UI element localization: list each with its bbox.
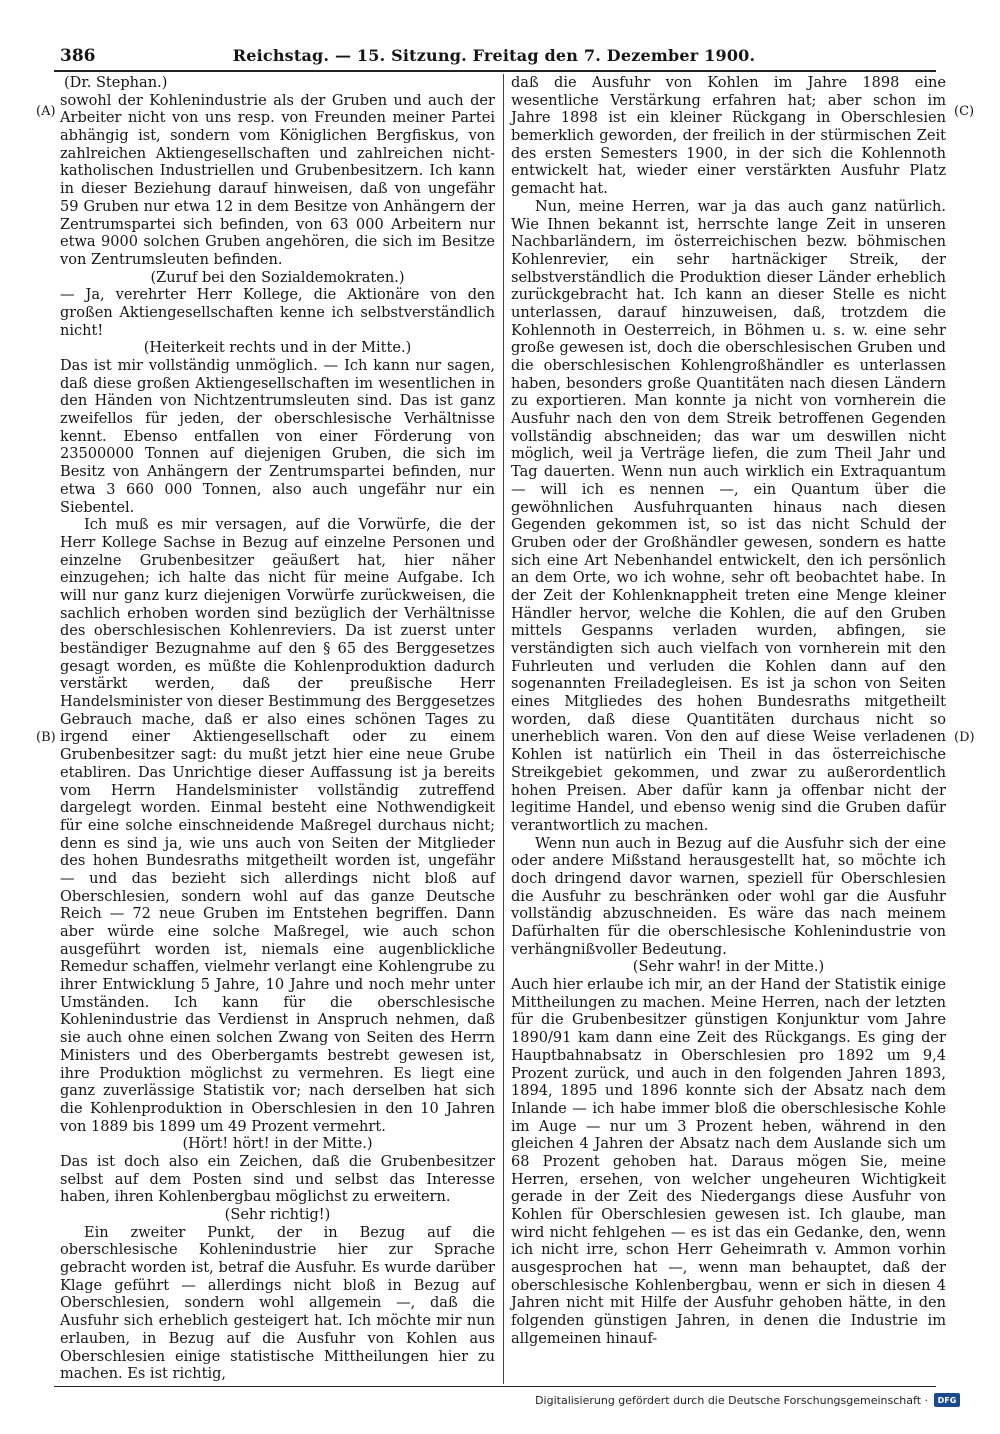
paragraph: Auch hier erlaube ich mir, an der Hand der Statistik einige Mittheilungen zu machen. Meine Herren, nach der letzten für die Grubenbesitzer günstigen Konjunktur vom Jahre 1890/91 kam dann eine Zeit des Rückgangs. Es ging der Hauptbahnabsatz in Oberschlesien pro 1892 um 9,4 Prozent zurück, und auch in den folgenden Jahren 1893, 1894, 1895 und 1896 konnte sich der Absatz nach dem Inlande — ich habe immer bloß die oberschlesische Kohle im Auge — nur um 3 Prozent heben, während in den gleichen 4 Jahren der Absatz nach dem Auslande sich um 68 Prozent gehoben hat. Daraus mögen Sie, meine Herren, ersehen, von welcher ungeheuren Wichtigkeit gerade in der Zeit des Niedergangs diese Ausfuhr von Kohlen für Oberschlesien gewesen ist. Ich glaube, man wird nicht fehlgehen — es ist das ein Gedanke, den, wenn ich nicht irre, schon Herr Geheimrath v. Ammon vorhin ausgesprochen hat —, wenn man behauptet, daß der oberschlesische Kohlenbergbau, wenn er sich in diesen 4 Jahren nicht mit Hilfe der Ausfuhr gehoben hätte, in den folgenden günstigen Jahren, in denen die Industrie im allgemeinen hinauf-: [511, 976, 946, 1347]
header-rule: [54, 70, 936, 72]
right-column: [511, 74, 946, 1348]
page-header: [54, 44, 934, 70]
margin-letter-c: (C): [954, 104, 975, 119]
footer: [535, 1393, 960, 1407]
margin-letter-d: (D): [954, 730, 975, 745]
dfg-logo: DFG: [934, 1393, 960, 1407]
paragraph: Ein zweiter Punkt, der in Bezug auf die oberschlesische Kohlenindustrie hier zur Sprache gebracht worden ist, betraf die Ausfuhr. Es wurde darüber Klage geführt — allerdings nicht bloß in Bezug auf Oberschlesien, sondern wohl allgemein —, daß die Ausfuhr sich erheblich gesteigert hat. Ich möchte mir nun erlauben, in Bezug auf die Ausfuhr von Kohlen aus Oberschlesien einige statistische Mittheilungen hier zu machen. Es ist richtig,: [60, 1223, 495, 1383]
paragraph: — Ja, verehrter Herr Kollege, die Aktionäre von den großen Aktiengesellschaften kenne ich selbstverständlich nicht!: [60, 286, 495, 339]
running-head: Reichstag. — 15. Sitzung. Freitag den 7. Dezember 1900.: [232, 46, 756, 65]
paragraph: Ich muß es mir versagen, auf die Vorwürfe, die der Herr Kollege Sachse in Bezug auf einzelne Personen und einzelne Grubenbesitzer geäußert hat, hier näher einzugehen; ich halte das nicht für meine Aufgabe. Ich will nur ganz kurz diejenigen Vorwürfe zurückweisen, die sachlich erhoben worden sind bezüglich der Verhältnisse des oberschlesischen Kohlenreviers. Da ist zuerst unter beständiger Bezugnahme auf den § 65 des Berggesetzes gesagt worden, es müßte die Kohlenproduktion dadurch verstärkt werden, daß der preußische Herr Handelsminister von dieser Bestimmung des Berggesetzes Gebrauch mache, daß er also eines schönen Tages zu irgend einer Aktiengesellschaft oder zu einem Grubenbesitzer sagt: du mußt jetzt hier eine neue Grube etabliren. Das Unrichtige dieser Auffassung ist ja bereits vom Herrn Handelsminister vollständig zutreffend dargelegt worden. Einmal besteht eine Nothwendigkeit für eine solche einschneidende Maßregel durchaus nicht; denn es sind ja, wie uns auch von Seiten der Mitglieder des hohen Bundesraths mitgetheilt worden ist, ungefähr — und das bezieht sich allerdings nicht bloß auf Oberschlesien, sondern wohl auf das ganze Deutsche Reich — 72 neue Gruben im Entstehen begriffen. Dann aber würde eine solche Maßregel, wie auch schon ausgeführt worden ist, niemals eine augenblickliche Remedur schaffen, vielmehr verlangt eine Kohlengrube zu ihrer Entwicklung 5 Jahre, 10 Jahre und noch mehr unter Umständen. Ich kann für die oberschlesische Kohlenindustrie das Verdienst in Anspruch nehmen, daß sie auch ohne einen solchen Zwang von Seiten des Herrn Ministers und des Oberbergamts bestrebt gewesen ist, ihre Produktion möglichst zu vermehren. Es liegt eine ganz zuverlässige Statistik vor; nach derselben hat sich die Kohlenproduktion in Oberschlesien in den 10 Jahren von 1889 bis 1899 um 49 Prozent vermehrt.: [60, 516, 495, 1135]
paragraph: sowohl der Kohlenindustrie als der Gruben und auch der Arbeiter nicht von uns resp. von Freunden meiner Partei abhängig ist, sondern vom Königlichen Bergfiskus, von zahlreichen Aktiengesellschaften und zahlreichen nicht-katholischen Industriellen und Grubenbesitzern. Ich kann in dieser Beziehung darauf hinweisen, daß von ungefähr 59 Gruben nur etwa 12 in dem Besitze von Anhängern der Zentrumspartei sich befinden, von 63 000 Arbeitern nur etwa 9000 solchen Gruben angehören, die sich im Besitze von Zentrumsleuten befinden.: [60, 91, 495, 268]
speaker-label: (Dr. Stephan.): [64, 74, 168, 91]
page-number: 386: [60, 46, 96, 66]
footer-rule: [54, 1386, 936, 1387]
interjection: (Sehr wahr! in der Mitte.): [632, 958, 825, 976]
paragraph: Wenn nun auch in Bezug auf die Ausfuhr sich der eine oder andere Mißstand herausgestellt hat, so möchte ich doch dringend davor warnen, speziell für Oberschlesien die Ausfuhr zu beschränken oder wohl gar die Ausfuhr vollständig abzuschneiden. Es wäre das nach meinem Dafürhalten für die oberschlesische Kohlenindustrie von verhängnißvoller Bedeutung.: [511, 834, 946, 958]
left-column: [60, 74, 495, 1383]
interjection: (Heiterkeit rechts und in der Mitte.): [143, 339, 412, 357]
column-divider: [503, 74, 504, 1384]
interjection: (Hört! hört! in der Mitte.): [182, 1135, 373, 1153]
margin-letter-b: (B): [36, 730, 56, 745]
paragraph: daß die Ausfuhr von Kohlen im Jahre 1898 eine wesentliche Verstärkung erfahren hat; aber schon im Jahre 1898 ist ein kleiner Rückgang in Oberschlesien bemerklich geworden, der freilich in der stürmischen Zeit des ersten Semesters 1900, in der sich die Kohlennoth entwickelt hat, wieder einer verstärkten Ausfuhr Platz gemacht hat.: [511, 74, 946, 198]
margin-letter-a: (A): [36, 104, 56, 119]
footer-credit: Digitalisierung gefördert durch die Deutsche Forschungsgemeinschaft ·: [535, 1393, 928, 1407]
paragraph: Das ist doch also ein Zeichen, daß die Grubenbesitzer selbst auf dem Posten sind und selbst das Interesse haben, ihren Kohlenbergbau möglichst zu erweitern.: [60, 1152, 495, 1206]
interjection: (Zuruf bei den Sozialdemokraten.): [150, 268, 405, 286]
paragraph: Nun, meine Herren, war ja das auch ganz natürlich. Wie Ihnen bekannt ist, herrschte lange Zeit in unseren Nachbarländern, im österreichischen bezw. böhmischen Kohlenrevier, ein sehr hartnäckiger Streik, der selbstverständlich die Produktion dieser Länder erheblich zurückgebracht hat. Ich kann an dieser Stelle es nicht unterlassen, darauf hinzuweisen, daß, trotzdem die Kohlennoth in Oesterreich, in Böhmen u. s. w. eine sehr große gewesen ist, doch die oberschlesischen Gruben und die oberschlesischen Kohlengroßhändler es unterlassen haben, besonders große Quantitäten nach diesen Ländern zu exportieren. Man konnte ja nicht von vornherein die Ausfuhr nach den von dem Streik betroffenen Gegenden vollständig abschneiden; das war um deswillen nicht möglich, weil ja Verträge liefen, die zum Theil Jahr und Tag dauerten. Wenn nun auch wirklich ein Extraquantum — will ich es nennen —, ein Quantum über die gewöhnlichen Ausfuhrquanten hinaus nach diesen Gegenden gekommen ist, so ist das nicht Schuld der Gruben oder der Großhändler gewesen, sondern es hatte sich eine Art Nebenhandel entwickelt, den ich persönlich an dem Orte, wo ich wohne, sehr oft beobachtet habe. In der Zeit der Kohlenknappheit treten eine Menge kleiner Händler hervor, welche die Kohlen, die auf den Gruben mittels Gespanns verladen wurden, abfingen, sie verständigten sich auch vielfach von vornherein mit den Fuhrleuten und verluden die Kohlen dann auf den sogenannten Freiladegleisen. Es ist ja schon von Seiten eines Mitgliedes des hohen Bundesraths mitgetheilt worden, daß diese Quantitäten durchaus nicht so unerheblich waren. Von den auf diese Weise verladenen Kohlen ist natürlich ein Theil in das österreichische Streikgebiet gekommen, und zwar zu außerordentlich hohen Preisen. Aber dafür kann ja offenbar nicht der legitime Handel, und ebenso wenig sind die Gruben dafür verantwortlich zu machen.: [511, 197, 946, 834]
interjection: (Sehr richtig!): [224, 1206, 331, 1223]
paragraph: Das ist mir vollständig unmöglich. — Ich kann nur sagen, daß diese großen Aktiengesellschaften im wesentlichen in den Händen von Nichtzentrumsleuten sind. Das ist ganz zweifellos für jeden, der oberschlesische Verhältnisse kennt. Ebenso entfallen von einer Förderung von 23500000 Tonnen auf diejenigen Gruben, die sich im Besitz von Anhängern der Zentrumspartei befinden, nur etwa 3 660 000 Tonnen, also auch ungefähr nur ein Siebentel.: [60, 357, 495, 516]
